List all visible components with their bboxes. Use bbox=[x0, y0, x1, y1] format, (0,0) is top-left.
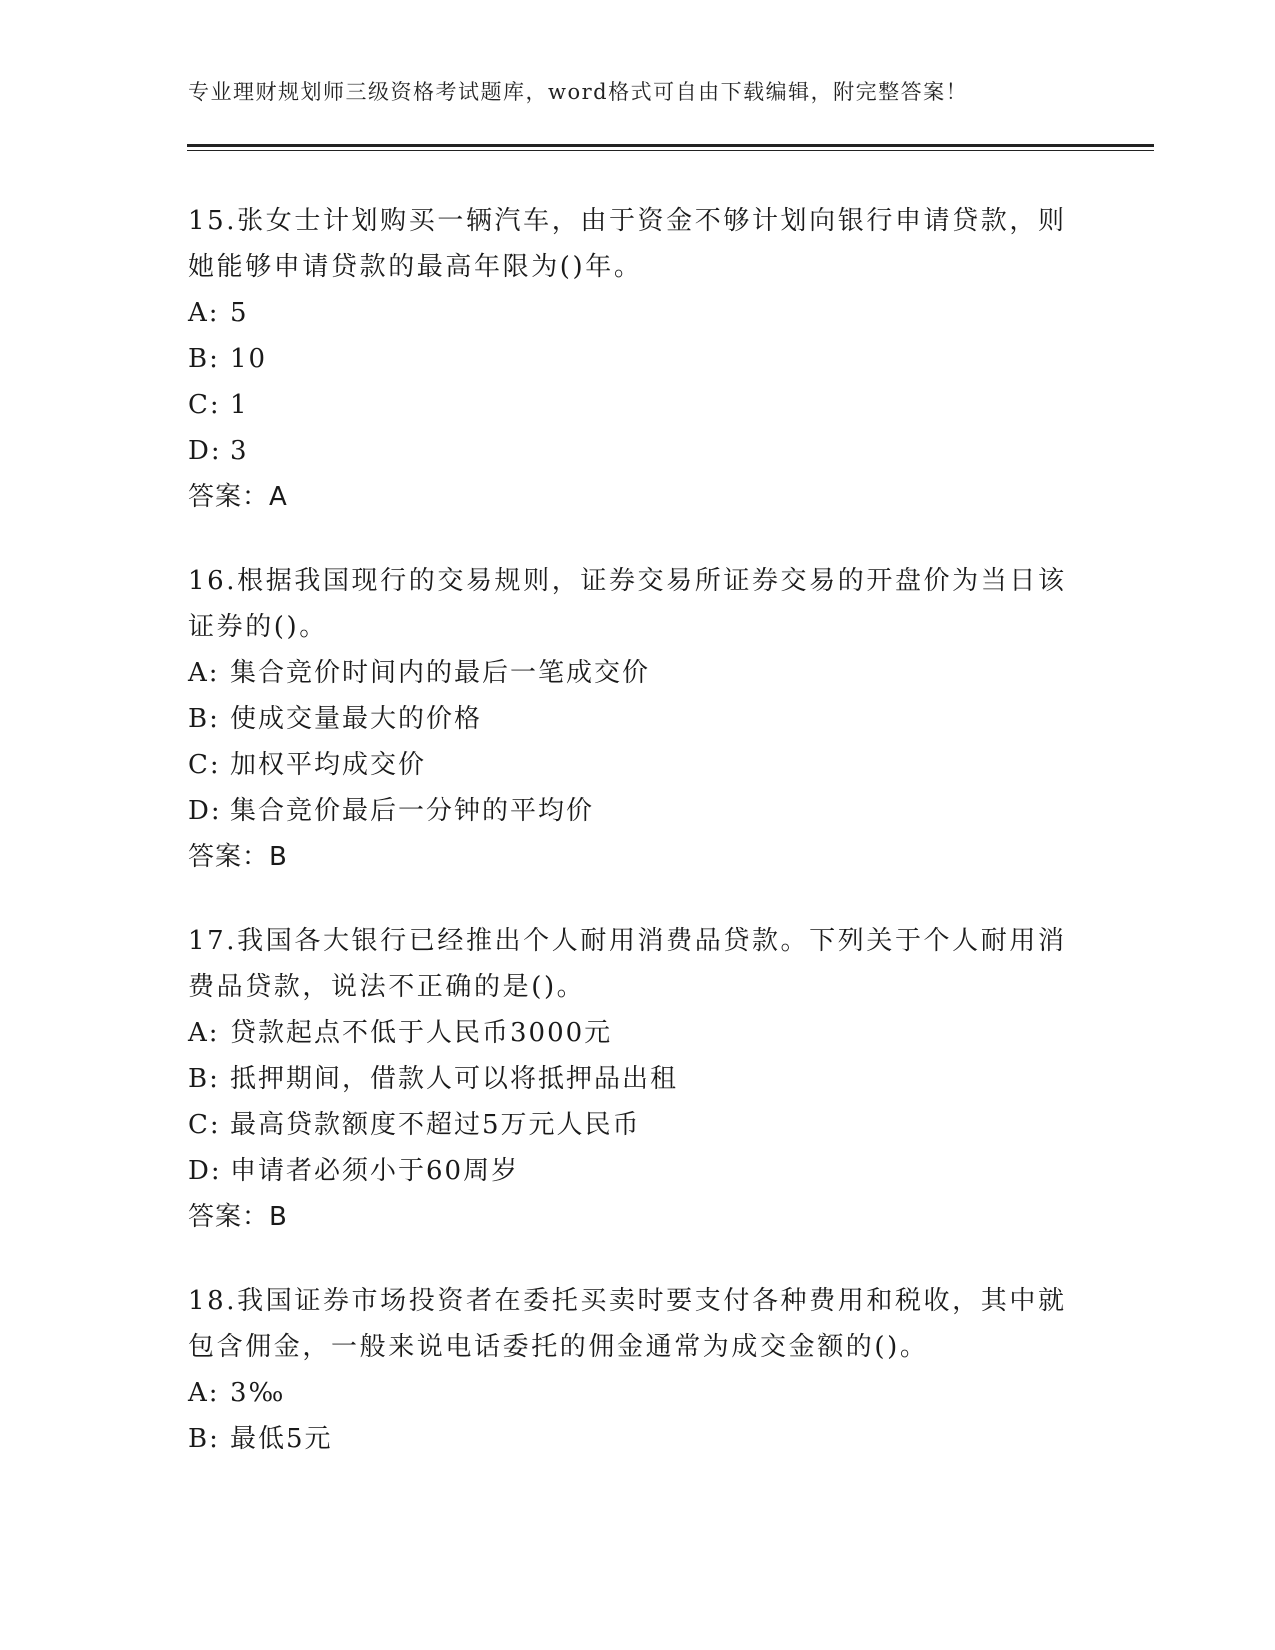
option-a bbox=[188, 290, 1088, 336]
option-key: D: bbox=[188, 1156, 222, 1186]
option-key: B: bbox=[188, 344, 220, 374]
header-divider-thick bbox=[187, 144, 1154, 147]
question-16 bbox=[188, 558, 1088, 880]
question-stem: 15.张女士计划购买一辆汽车，由于资金不够计划向银行申请贷款，则她能够申请贷款的最高年限为()年。 bbox=[188, 206, 1067, 282]
option-c bbox=[188, 1102, 1088, 1148]
option-text: 5 bbox=[230, 298, 249, 328]
option-key: B: bbox=[188, 704, 220, 734]
option-text: 10 bbox=[230, 344, 268, 374]
option-key: A: bbox=[188, 658, 220, 688]
option-key: B: bbox=[188, 1424, 220, 1454]
option-key: D: bbox=[188, 796, 222, 826]
option-c bbox=[188, 742, 1088, 788]
option-text: 抵押期间，借款人可以将抵押品出租 bbox=[230, 1064, 679, 1094]
option-d bbox=[188, 428, 1088, 474]
option-key: C: bbox=[188, 390, 221, 420]
option-b bbox=[188, 336, 1088, 382]
option-key: D: bbox=[188, 436, 222, 466]
answer: 答案：A bbox=[188, 482, 288, 512]
option-d bbox=[188, 1148, 1088, 1194]
option-c bbox=[188, 382, 1088, 428]
question-stem: 17.我国各大银行已经推出个人耐用消费品贷款。下列关于个人耐用消费品贷款，说法不正确的是()。 bbox=[188, 926, 1067, 1002]
option-text: 1 bbox=[230, 390, 249, 420]
answer: 答案：B bbox=[188, 842, 288, 872]
option-key: A: bbox=[188, 298, 220, 328]
option-b bbox=[188, 1416, 1088, 1462]
option-a bbox=[188, 1010, 1088, 1056]
option-text: 最低5元 bbox=[230, 1424, 333, 1454]
option-text: 最高贷款额度不超过5万元人民币 bbox=[230, 1110, 641, 1140]
option-key: A: bbox=[188, 1018, 220, 1048]
option-text: 使成交量最大的价格 bbox=[230, 704, 483, 734]
option-text: 集合竞价时间内的最后一笔成交价 bbox=[230, 658, 651, 688]
option-a bbox=[188, 1370, 1088, 1416]
option-text: 3‰ bbox=[230, 1378, 286, 1408]
option-b bbox=[188, 1056, 1088, 1102]
option-text: 3 bbox=[230, 436, 249, 466]
option-text: 集合竞价最后一分钟的平均价 bbox=[230, 796, 595, 826]
question-17 bbox=[188, 918, 1088, 1240]
option-b bbox=[188, 696, 1088, 742]
option-key: A: bbox=[188, 1378, 220, 1408]
answer: 答案：B bbox=[188, 1202, 288, 1232]
option-text: 申请者必须小于60周岁 bbox=[230, 1156, 520, 1186]
question-stem: 18.我国证券市场投资者在委托买卖时要支付各种费用和税收，其中就包含佣金，一般来说电话委托的佣金通常为成交金额的()。 bbox=[188, 1286, 1067, 1362]
option-a bbox=[188, 650, 1088, 696]
option-d bbox=[188, 788, 1088, 834]
header-divider-thin bbox=[187, 150, 1154, 151]
option-key: C: bbox=[188, 750, 221, 780]
question-stem: 16.根据我国现行的交易规则，证券交易所证券交易的开盘价为当日该证券的()。 bbox=[188, 566, 1067, 642]
option-text: 加权平均成交价 bbox=[230, 750, 427, 780]
question-18 bbox=[188, 1278, 1088, 1462]
option-key: B: bbox=[188, 1064, 220, 1094]
page-header: 专业理财规划师三级资格考试题库，word格式可自由下载编辑，附完整答案！ bbox=[188, 80, 969, 104]
question-15 bbox=[188, 198, 1088, 520]
option-key: C: bbox=[188, 1110, 221, 1140]
option-text: 贷款起点不低于人民币3000元 bbox=[230, 1018, 613, 1048]
